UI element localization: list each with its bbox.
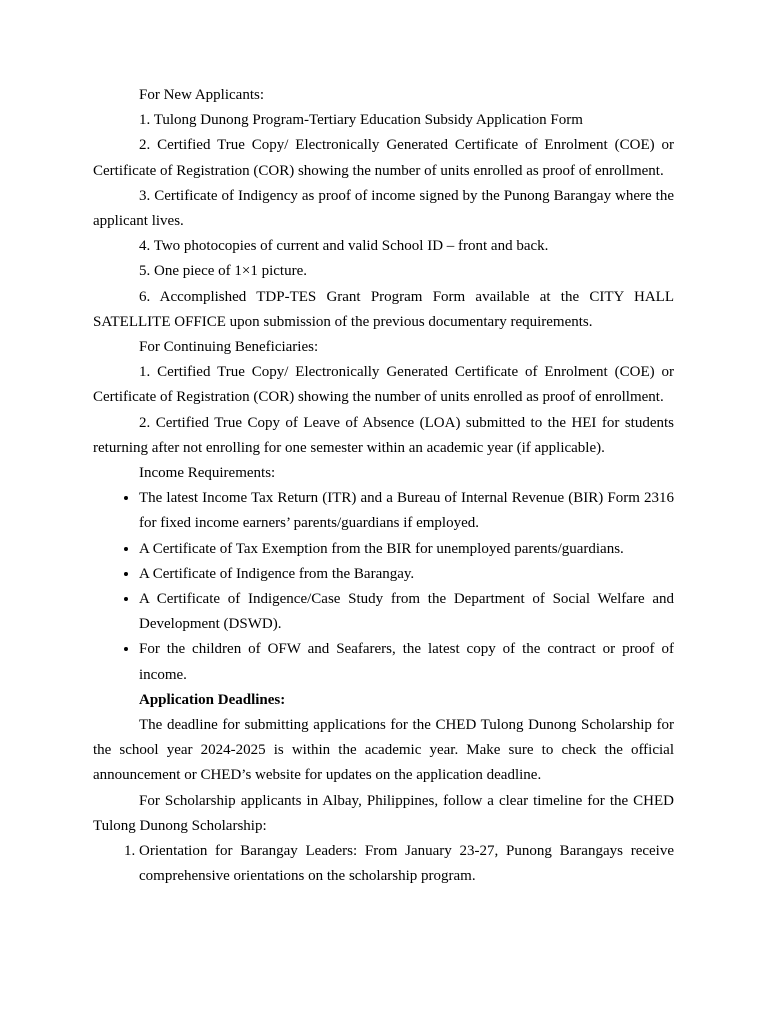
continuing-item-2: 2. Certified True Copy of Leave of Absence (LOA) submitted to the HEI for students returning after not enrolling for one semester within an academic year (if applicable). (93, 414, 674, 456)
new-applicants-item-2: 2. Certified True Copy/ Electronically Generated Certificate of Enrolment (COE) or Certificate of Registration (COR) showing the number of units enrolled as proof of enrollment. (93, 137, 674, 179)
deadlines-heading: Application Deadlines: (139, 691, 286, 708)
new-applicants-item-1: 1. Tulong Dunong Program-Tertiary Education Subsidy Application Form (139, 112, 583, 129)
income-bullet-item: • The latest Income Tax Return (ITR) and a Bureau of Internal Revenue (BIR) Form 2316 for fixed income earners’ parents/guardians if employed. (139, 486, 674, 536)
deadlines-paragraph-2: For Scholarship applicants in Albay, Philippines, follow a clear timeline for the CHED Tulong Dunong Scholarship: (93, 792, 674, 834)
document-page (93, 83, 674, 890)
timeline-list (93, 839, 674, 889)
income-bullet-item: • A Certificate of Tax Exemption from the BIR for unemployed parents/guardians. (139, 537, 674, 562)
new-applicants-item-6: 6. Accomplished TDP-TES Grant Program Form available at the CITY HALL SATELLITE OFFICE upon submission of the previous documentary requirements. (93, 288, 674, 330)
income-heading: Income Requirements: (139, 465, 276, 482)
new-applicants-heading: For New Applicants: (139, 87, 264, 103)
income-bullet-item: • A Certificate of Indigence from the Barangay. (139, 562, 674, 587)
new-applicants-item-5: 5. One piece of 1×1 picture. (139, 263, 307, 280)
income-bullet-item: • For the children of OFW and Seafarers, the latest copy of the contract or proof of income. (139, 637, 674, 687)
continuing-item-1: 1. Certified True Copy/ Electronically Generated Certificate of Enrolment (COE) or Certificate of Registration (COR) showing the number of units enrolled as proof of enrollment. (93, 364, 674, 406)
deadlines-paragraph-1: The deadline for submitting applications for the CHED Tulong Dunong Scholarship for the school year 2024-2025 is within the academic year. Make sure to check the official announcement or CHED’s website for updates on the application deadline. (93, 717, 674, 784)
income-bullet-item: • A Certificate of Indigence/Case Study from the Department of Social Welfare and Development (DSWD). (139, 587, 674, 637)
new-applicants-item-4: 4. Two photocopies of current and valid School ID – front and back. (139, 238, 549, 255)
continuing-heading: For Continuing Beneficiaries: (139, 339, 319, 356)
timeline-item: 1. Orientation for Barangay Leaders: From January 23-27, Punong Barangays receive comprehensive orientations on the scholarship program. (139, 839, 674, 889)
new-applicants-item-3: 3. Certificate of Indigency as proof of income signed by the Punong Barangay where the applicant lives. (93, 187, 674, 230)
income-bullet-list (93, 486, 674, 688)
